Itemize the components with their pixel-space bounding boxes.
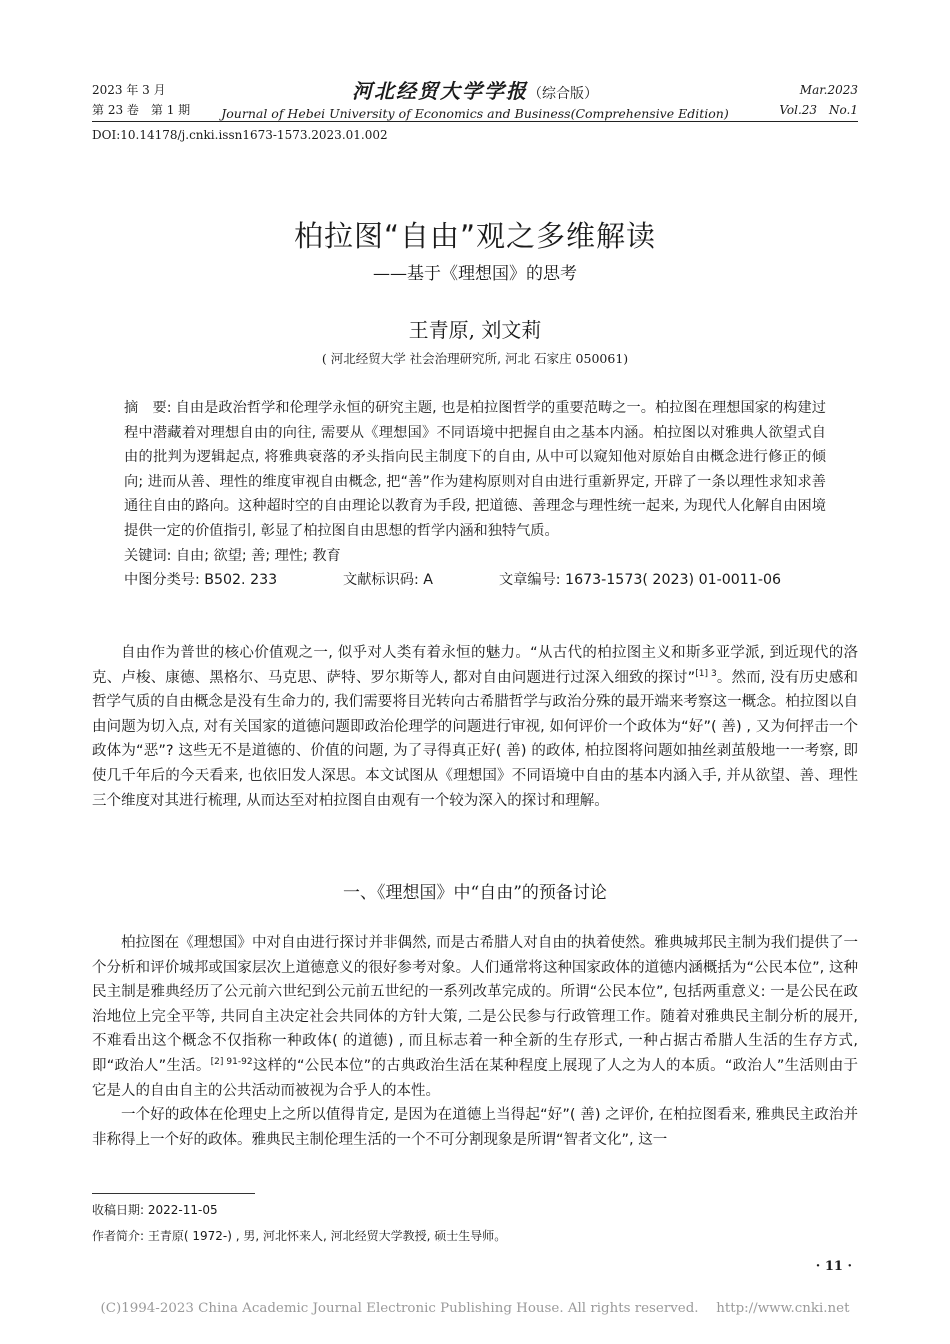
article-authors: 王青原, 刘文莉	[408, 318, 542, 342]
keywords-line	[124, 544, 826, 569]
keywords-label: 关键词:	[124, 547, 172, 564]
body-intro	[92, 641, 858, 813]
masthead-edition: （综合版）	[528, 86, 598, 102]
journal-name-en: Journal of Hebei University of Economics and Business(Comprehensive Edition)	[221, 106, 729, 121]
abstract	[124, 396, 826, 544]
issue-volume-en: Vol.23 No.1	[779, 103, 858, 117]
article-title: 柏拉图“自由”观之多维解读	[293, 219, 657, 253]
body-section-1	[92, 931, 858, 1152]
classification-line	[124, 568, 826, 593]
article-number: 文章编号: 1673-1573( 2023) 01-0011-06	[499, 572, 782, 589]
article-subtitle: ——基于《理想国》的思考	[373, 264, 577, 284]
author-affiliation: ( 河北经贸大学 社会治理研究所, 河北 石家庄 050061)	[321, 351, 629, 366]
footnote-rule	[92, 1193, 255, 1194]
citation-1[interactable]: [1] 3	[695, 668, 717, 679]
header-right	[779, 80, 858, 120]
citation-2[interactable]: [2] 91-92	[210, 1057, 253, 1068]
issue-date-cn: 2023 年 3 月	[92, 83, 166, 97]
section-heading-1: 一、《理想国》中“自由”的预备讨论	[343, 883, 607, 903]
received-date: 收稿日期: 2022-11-05	[92, 1203, 218, 1217]
header-rule	[92, 121, 858, 122]
abstract-label: 摘 要:	[124, 400, 172, 416]
abstract-text: 自由是政治哲学和伦理学永恒的研究主题, 也是柏拉图哲学的重要范畴之一。柏拉图在理想国家的构建过程中潜藏着对理想自由的向往, 需要从《理想国》不同语境中把握自由之基本内涵。柏拉图以对雅典人欲望式自由的批判为逻辑起点, 将雅典衰落的矛头指向民主制度下的自由, 从中可以窥知他对原始自由概念进行修正的倾向; 进而从善、理性的维度审视自由概念, 把“善”作为建构原则对自由进行重新界定, 开辟了一条以理性求知求善通往自由的路向。这种超时空的自由理论以教育为手段, 把道德、善理念与理性统一起来, 为现代人化解自由困境提供一定的价值指引, 彰显了柏拉图自由思想的哲学内涵和独特气质。	[124, 400, 826, 539]
intro-paragraph: 自由作为普世的核心价值观之一, 似乎对人类有着永恒的魅力。“从古代的柏拉图主义和斯多亚学派, 到近现代的洛克、卢梭、康德、黑格尔、马克思、萨特、罗尔斯等人, 都对自由问题进行过深入细致的探讨”$^{[1] 3}$。然而, 没有历史感和哲学气质的自由概念是没有生命力的, 我们需要将目光转向古希腊哲学与政治分殊的最开端来考察这一概念。柏拉图以自由问题为切入点, 对有关国家的道德问题即政治伦理学的问题进行审视, 如何评价一个政体为“好”( 善) , 又为何抨击一个政体为“恶”? 这些无不是道德的、价值的问题, 为了寻得真正好( 善) 的政体, 柏拉图将问题如抽丝剥茧般地一一考察, 即使几千年后的今天看来, 也依旧发人深思。本文试图从《理想国》不同语境中自由的基本内涵入手, 并从欲望、善、理性三个维度对其进行梳理, 从而达至对柏拉图自由观有一个较为深入的探讨和理解。	[92, 645, 858, 809]
issue-date-en: Mar.2023	[799, 83, 858, 97]
keywords: 自由; 欲望; 善; 理性; 教育	[175, 547, 341, 564]
paragraph-3: 一个好的政体在伦理史上之所以值得肯定, 是因为在道德上当得起“好”( 善) 之评价, 在柏拉图看来, 雅典民主政治并非称得上一个好的政体。雅典民主制伦理生活的一个不可分割现象是所谓“智者文化”, 这一	[92, 1107, 858, 1148]
clc-number: 中图分类号: B502. 233	[124, 572, 278, 589]
author-bio: 作者简介: 王青原( 1972-) , 男, 河北怀来人, 河北经贸大学教授, 硕士生导师。	[92, 1229, 507, 1243]
document-code: 文献标识码: A	[343, 572, 433, 589]
masthead-logo: 河北经贸大学学报	[352, 79, 528, 103]
issue-volume-cn: 第 23 卷 第 1 期	[92, 103, 191, 117]
copyright-notice: (C)1994-2023 China Academic Journal Electronic Publishing House. All rights reserved. http://www.cnki.net	[100, 1301, 850, 1316]
page-number: · 11 ·	[815, 1259, 852, 1274]
doi[interactable]: DOI:10.14178/j.cnki.issn1673-1573.2023.01.002	[92, 128, 388, 142]
abstract-block	[124, 396, 826, 593]
paragraph-2: 柏拉图在《理想国》中对自由进行探讨并非偶然, 而是古希腊人对自由的执着使然。雅典城邦民主制为我们提供了一个分析和评价城邦或国家层次上道德意义的很好参考对象。人们通常将这种国家政体的道德内涵概括为“公民本位”, 这种民主制是雅典经历了公元前六世纪到公元前五世纪的一系列改革完成的。所谓“公民本位”, 包括两重意义: 一是公民在政治地位上完全平等, 共同自主决定社会共同体的方针大策, 二是公民参与行政管理工作。随着对雅典民主制分析的展开, 不难看出这个概念不仅指称一种政体( 的道德) , 而且标志着一种全新的生存形式, 一种占据古希腊人生活的生存方式, 即“政治人”生活。$^{[2] 91-92}$这样的“公民本位”的古典政治生活在某种程度上展现了人之为人的本质。“政治人”生活则由于它是人的自由自主的公共活动而被视为合乎人的本性。	[92, 935, 859, 1099]
